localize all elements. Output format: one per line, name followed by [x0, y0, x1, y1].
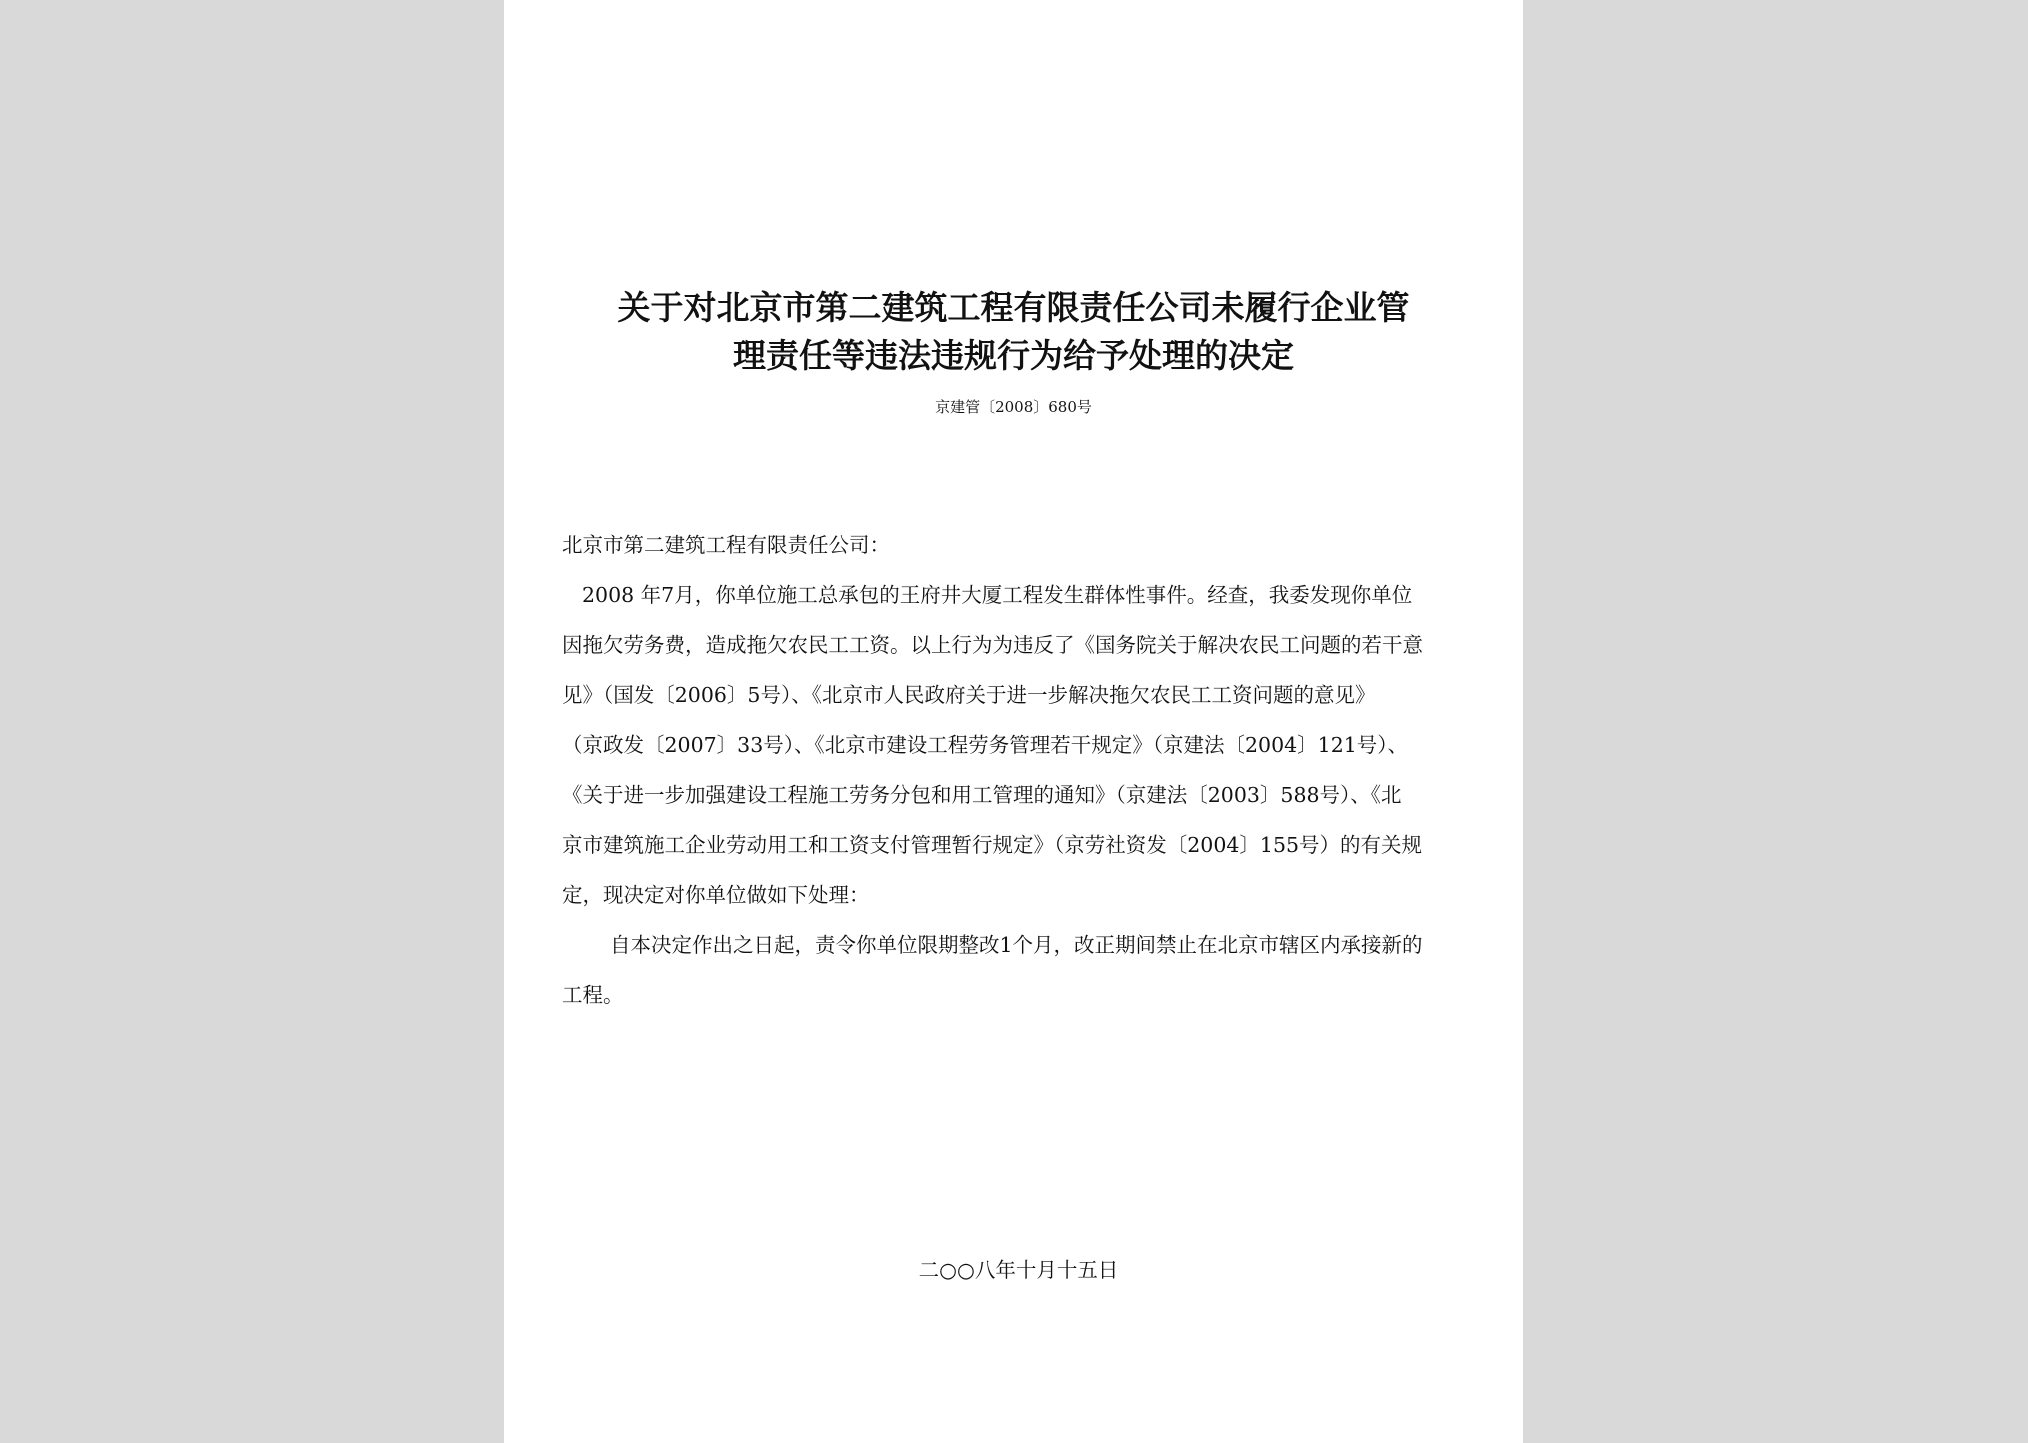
paragraph-line: 因拖欠劳务费，造成拖欠农民工工资。以上行为为违反了《国务院关于解决农民工问题的若干意: [562, 633, 1423, 657]
paragraph-line: 定，现决定对你单位做如下处理：: [562, 883, 870, 907]
title-line: 理责任等违法违规行为给予处理的决定: [733, 336, 1294, 375]
paragraph-line: 《关于进一步加强建设工程施工劳务分包和用工管理的通知》（京建法〔2003〕588号）、《北: [562, 783, 1402, 807]
paragraph-line: 工程。: [562, 983, 624, 1007]
paragraph-line: 见》（国发〔2006〕5号）、《北京市人民政府关于进一步解决拖欠农民工工资问题的意见》: [562, 683, 1376, 707]
title-line: 关于对北京市第二建筑工程有限责任公司未履行企业管: [617, 288, 1410, 327]
document-title: [544, 284, 1483, 380]
document-body: [562, 520, 1467, 1020]
document-number: 京建管〔2008〕680号: [935, 398, 1092, 416]
paragraph-line: （京政发〔2007〕33号）、《北京市建设工程劳务管理若干规定》（京建法〔2004〕121号）、: [562, 733, 1409, 757]
paragraph-line: 2008 年7月，你单位施工总承包的王府井大厦工程发生群体性事件。经查，我委发现你单位: [582, 583, 1413, 607]
document-page: [504, 0, 1523, 1443]
recipient-line: 北京市第二建筑工程有限责任公司：: [562, 533, 890, 557]
document-date: 二○○八年十月十五日: [918, 1258, 1119, 1282]
paragraph-line: 京市建筑施工企业劳动用工和工资支付管理暂行规定》（京劳社资发〔2004〕155号）的有关规: [562, 833, 1423, 857]
paragraph-line: 自本决定作出之日起，责令你单位限期整改1个月，改正期间禁止在北京市辖区内承接新的: [610, 933, 1423, 957]
